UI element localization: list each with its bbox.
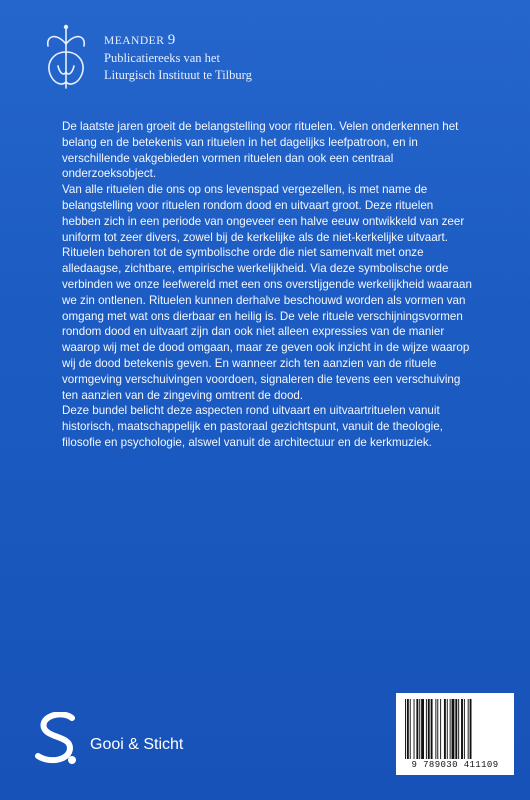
meander-logo-icon xyxy=(40,22,92,94)
barcode-bar xyxy=(414,699,415,759)
publisher-name: Gooi & Sticht xyxy=(90,736,184,753)
blurb-text xyxy=(62,119,472,451)
barcode-bars xyxy=(404,699,506,759)
barcode-bar xyxy=(426,699,427,759)
barcode-bar xyxy=(428,699,430,759)
barcode-bar xyxy=(447,699,448,759)
barcode-bar xyxy=(421,699,424,759)
series-number: 9 xyxy=(167,32,176,48)
barcode-bar xyxy=(458,699,459,759)
series-info xyxy=(104,32,252,84)
series-line-2: Liturgisch Instituut te Tilburg xyxy=(104,68,252,82)
blurb-paragraph-3: Deze bundel belicht deze aspecten rond uitvaart en uitvaartrituelen vanuit historisch, maatschappelijk en pastoraal gezichtspunt, vanuit de theologie, filosofie en psychologie, alswel vanuit de architectuur en de kerkmuziek. xyxy=(62,404,443,449)
barcode-bar xyxy=(435,699,436,759)
barcode-bar xyxy=(431,699,433,759)
barcode-digits: 9 789030 411109 xyxy=(411,760,499,770)
barcode-bar xyxy=(452,699,455,759)
barcode-bar xyxy=(444,699,446,759)
barcode-bar xyxy=(461,699,463,759)
blurb-paragraph-1: De laatste jaren groeit de belangstelling voor rituelen. Velen onderkennen het belang en de betekenis van rituelen in het dagelijks leefpatroon, en in verschillende vakgebieden vormen rituelen dan ook een centraal onderzoeksobject. xyxy=(62,120,459,181)
barcode-bar xyxy=(437,699,438,759)
barcode-bar xyxy=(450,699,451,759)
publisher-logo-icon xyxy=(32,712,78,768)
barcode-bar xyxy=(464,699,465,759)
barcode-bar xyxy=(440,699,441,759)
barcode-bar xyxy=(407,699,409,759)
series-line-1: Publicatiereeks van het xyxy=(104,51,220,65)
barcode-bar xyxy=(410,699,411,759)
series-name: MEANDER xyxy=(104,35,165,47)
barcode-bar xyxy=(405,699,406,759)
barcode-bar xyxy=(455,699,457,759)
barcode-bar xyxy=(470,699,472,759)
barcode-bar xyxy=(468,699,469,759)
blurb-paragraph-2: Van alle rituelen die ons op ons levenspad vergezellen, is met name de belangstelling voor rituelen rondom dood en uitvaart groot. Deze rituelen hebben zich in een periode van ongeveer een halve eeuw ontwikkeld van zeer uniform tot zeer divers, zowel bij de kerkelijke als de niet-kerkelijke uitvaart. Rituelen behoren tot de symbolische orde die niet samenvalt met onze alledaagse, zichtbare, empirische werkelijkheid. Via deze symbolische orde verbinden we onze leefwereld met een ons overstijgende werkelijkheid waaraan we zin ontlenen. Rituelen kunnen derhalve beschouwd worden als vormen van omgang met wat ons dierbaar en heilig is. De vele rituele verschijningsvormen rondom dood en uitvaart zijn dan ook niet alleen expressies van de manier waarop wij met de dood omgaan, maar ze geven ook inzicht in de wijze waarop wij de dood betekenis geven. En wanneer zich ten aanzien van de rituele vormgeving verschuivingen voordoen, signaleren die tevens een verschuiving ten aanzien van de zingeving omtrent de dood. xyxy=(62,183,472,402)
series-title xyxy=(104,32,252,50)
barcode-bar xyxy=(419,699,420,759)
barcode xyxy=(396,693,514,775)
barcode-bar xyxy=(416,699,418,759)
